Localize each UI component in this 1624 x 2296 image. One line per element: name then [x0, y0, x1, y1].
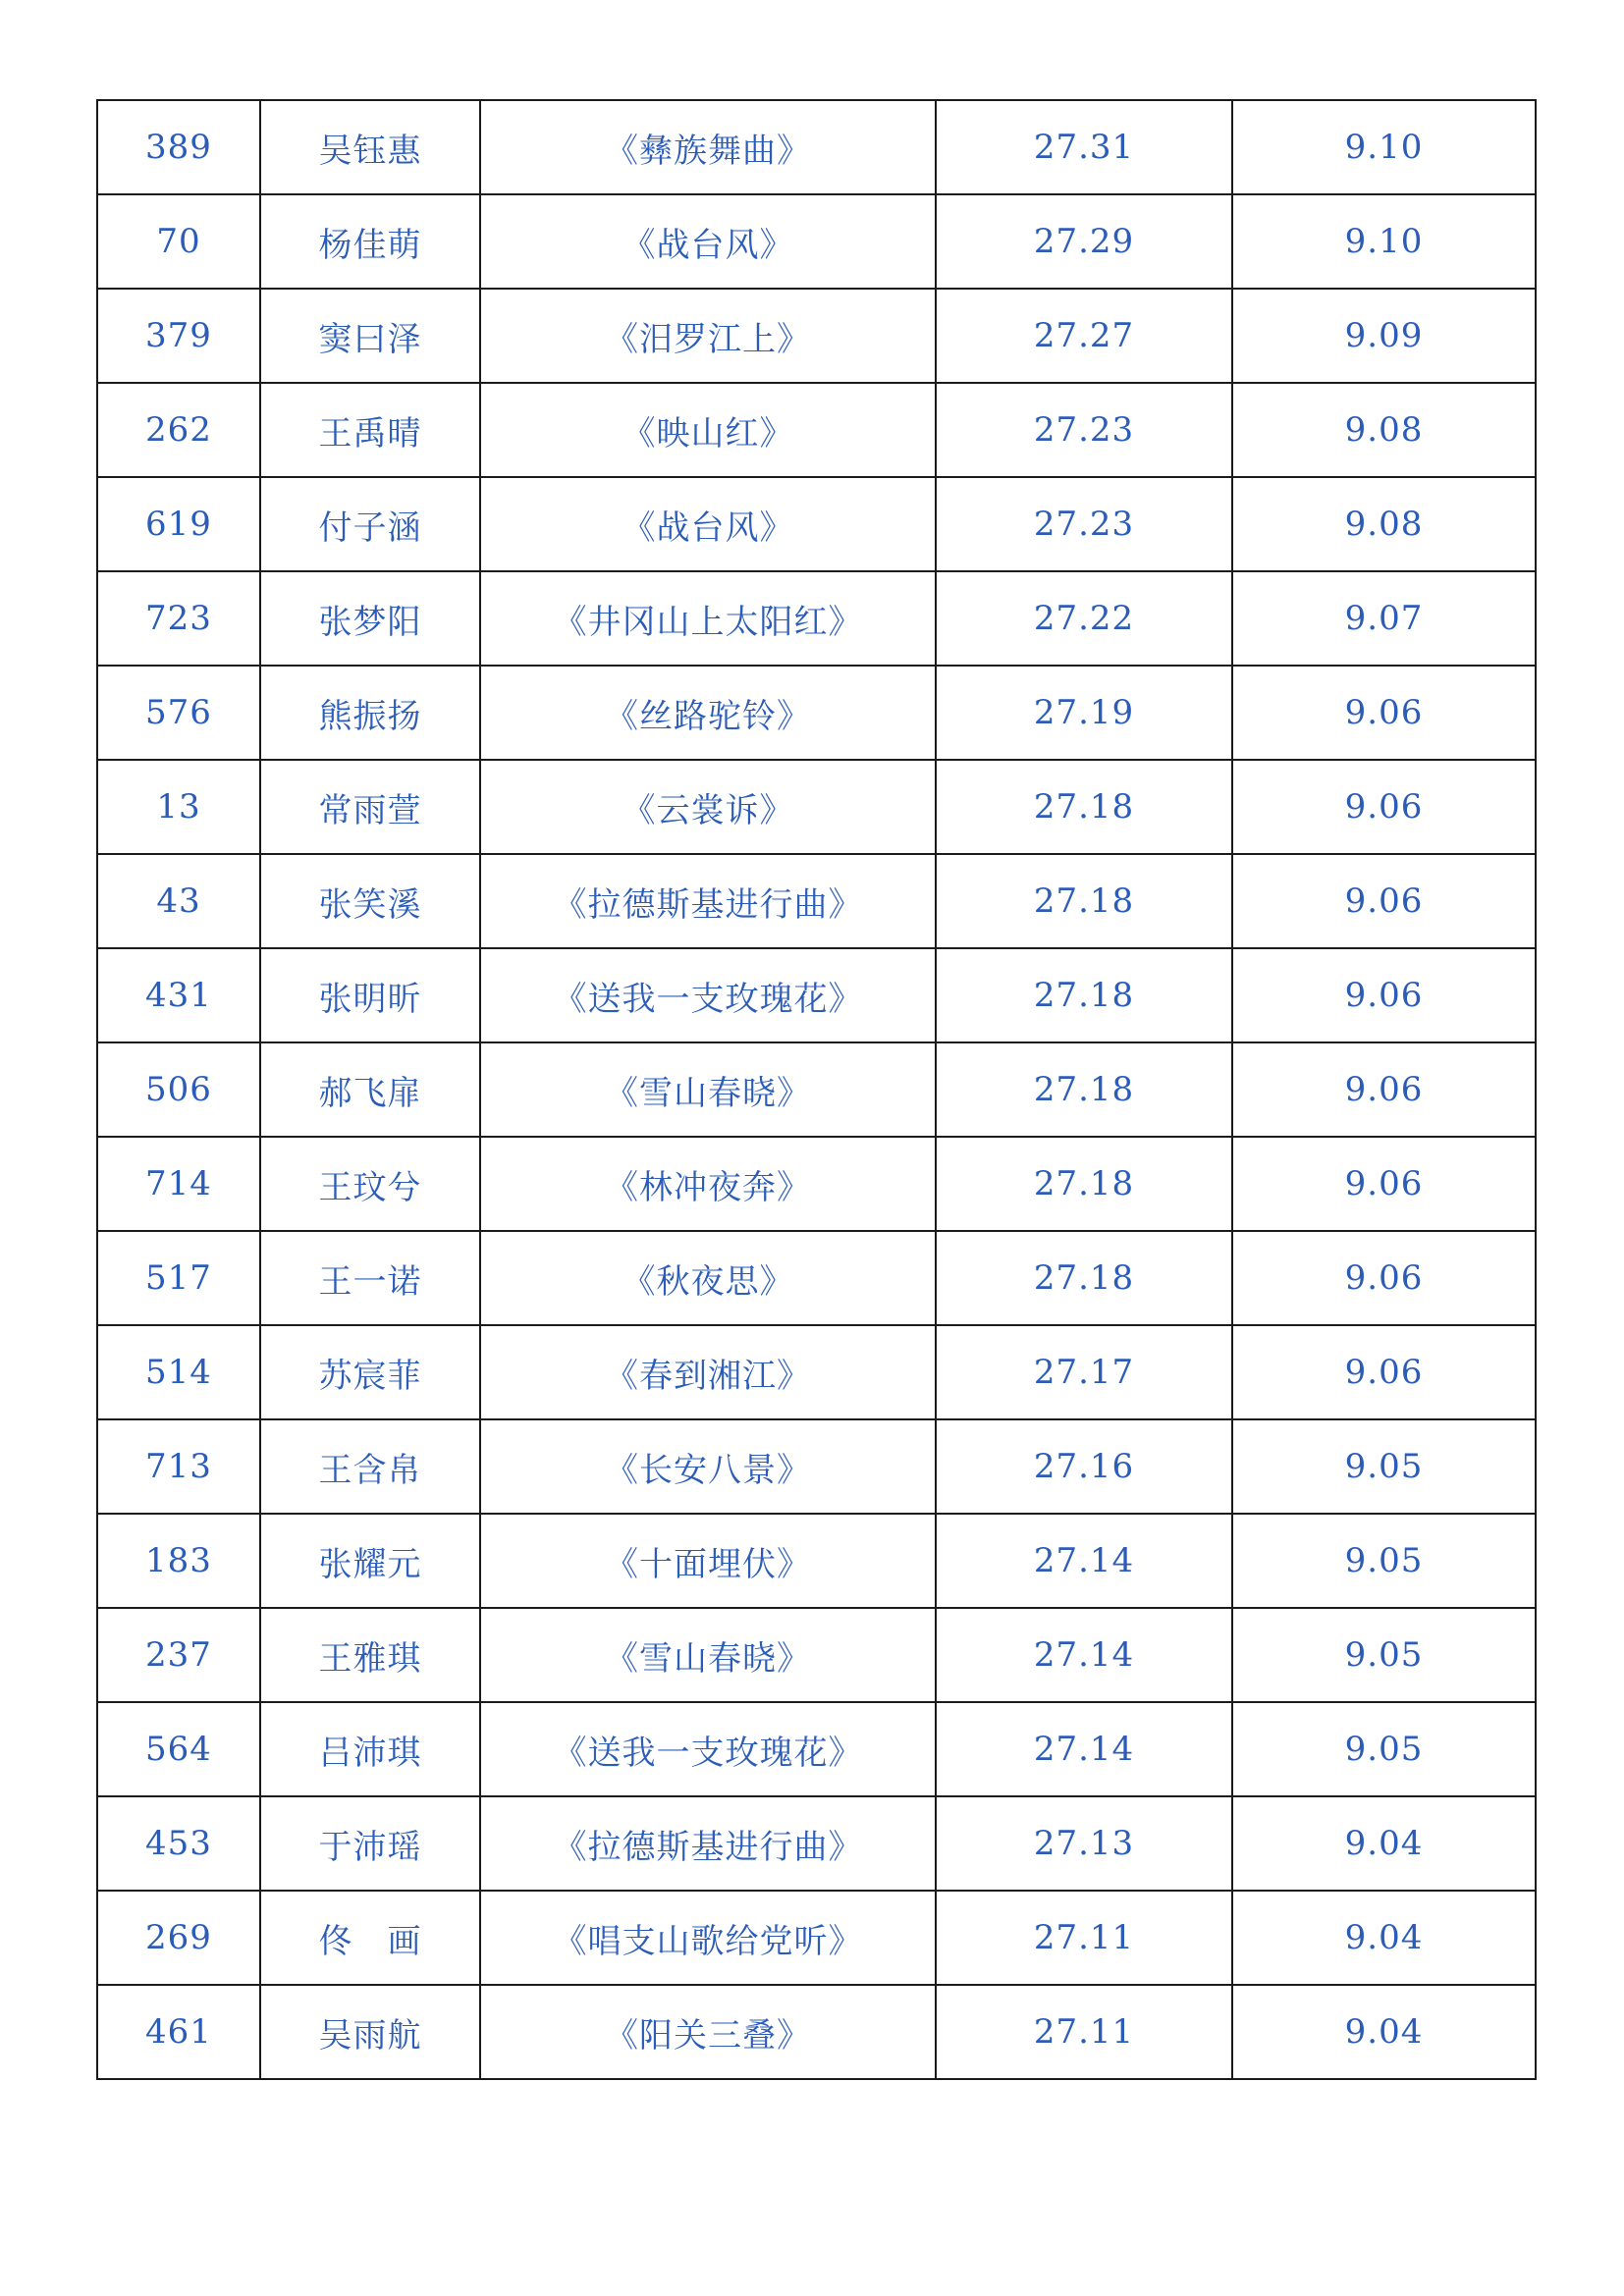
piece-title-cell: 《战台风》 [480, 477, 936, 571]
performer-name-cell: 佟 画 [260, 1891, 480, 1985]
total-score-cell: 27.18 [936, 1231, 1232, 1325]
table-row [97, 1042, 1536, 1137]
performer-name-cell: 吕沛琪 [260, 1702, 480, 1796]
average-score-cell: 9.06 [1232, 948, 1536, 1042]
entry-number-cell: 713 [97, 1419, 260, 1514]
entry-number-cell: 714 [97, 1137, 260, 1231]
piece-title-cell: 《秋夜思》 [480, 1231, 936, 1325]
performer-name-cell: 张耀元 [260, 1514, 480, 1608]
table-row [97, 100, 1536, 194]
entry-number-cell: 723 [97, 571, 260, 666]
table-row [97, 666, 1536, 760]
results-table-body [97, 100, 1536, 2079]
piece-title-cell: 《丝路驼铃》 [480, 666, 936, 760]
performer-name-cell: 吴钰惠 [260, 100, 480, 194]
piece-title-cell: 《拉德斯基进行曲》 [480, 1796, 936, 1891]
total-score-cell: 27.27 [936, 289, 1232, 383]
performer-name-cell: 王雅琪 [260, 1608, 480, 1702]
entry-number-cell: 576 [97, 666, 260, 760]
average-score-cell: 9.04 [1232, 1891, 1536, 1985]
table-row [97, 1891, 1536, 1985]
average-score-cell: 9.05 [1232, 1702, 1536, 1796]
piece-title-cell: 《雪山春晓》 [480, 1042, 936, 1137]
entry-number-cell: 506 [97, 1042, 260, 1137]
piece-title-cell: 《战台风》 [480, 194, 936, 289]
piece-title-cell: 《汨罗江上》 [480, 289, 936, 383]
table-row [97, 1608, 1536, 1702]
piece-title-cell: 《长安八景》 [480, 1419, 936, 1514]
table-row [97, 383, 1536, 477]
total-score-cell: 27.14 [936, 1702, 1232, 1796]
results-table [96, 99, 1537, 2080]
performer-name-cell: 王含帛 [260, 1419, 480, 1514]
performer-name-cell: 王一诺 [260, 1231, 480, 1325]
average-score-cell: 9.10 [1232, 194, 1536, 289]
table-row [97, 1702, 1536, 1796]
piece-title-cell: 《十面埋伏》 [480, 1514, 936, 1608]
piece-title-cell: 《映山红》 [480, 383, 936, 477]
average-score-cell: 9.06 [1232, 666, 1536, 760]
table-row [97, 477, 1536, 571]
performer-name-cell: 张笑溪 [260, 854, 480, 948]
entry-number-cell: 453 [97, 1796, 260, 1891]
performer-name-cell: 杨佳萌 [260, 194, 480, 289]
average-score-cell: 9.06 [1232, 1137, 1536, 1231]
piece-title-cell: 《送我一支玫瑰花》 [480, 948, 936, 1042]
table-row [97, 1419, 1536, 1514]
total-score-cell: 27.11 [936, 1891, 1232, 1985]
table-row [97, 289, 1536, 383]
performer-name-cell: 付子涵 [260, 477, 480, 571]
average-score-cell: 9.06 [1232, 760, 1536, 854]
performer-name-cell: 苏宸菲 [260, 1325, 480, 1419]
total-score-cell: 27.18 [936, 1042, 1232, 1137]
total-score-cell: 27.23 [936, 477, 1232, 571]
total-score-cell: 27.14 [936, 1608, 1232, 1702]
entry-number-cell: 514 [97, 1325, 260, 1419]
total-score-cell: 27.19 [936, 666, 1232, 760]
piece-title-cell: 《彝族舞曲》 [480, 100, 936, 194]
entry-number-cell: 564 [97, 1702, 260, 1796]
entry-number-cell: 269 [97, 1891, 260, 1985]
entry-number-cell: 70 [97, 194, 260, 289]
total-score-cell: 27.22 [936, 571, 1232, 666]
average-score-cell: 9.05 [1232, 1419, 1536, 1514]
entry-number-cell: 461 [97, 1985, 260, 2079]
total-score-cell: 27.11 [936, 1985, 1232, 2079]
table-row [97, 854, 1536, 948]
entry-number-cell: 237 [97, 1608, 260, 1702]
table-row [97, 1514, 1536, 1608]
performer-name-cell: 窦曰泽 [260, 289, 480, 383]
piece-title-cell: 《林冲夜奔》 [480, 1137, 936, 1231]
performer-name-cell: 王禹晴 [260, 383, 480, 477]
performer-name-cell: 熊振扬 [260, 666, 480, 760]
average-score-cell: 9.06 [1232, 1325, 1536, 1419]
average-score-cell: 9.09 [1232, 289, 1536, 383]
table-row [97, 948, 1536, 1042]
performer-name-cell: 王玟兮 [260, 1137, 480, 1231]
table-row [97, 1985, 1536, 2079]
performer-name-cell: 于沛瑶 [260, 1796, 480, 1891]
performer-name-cell: 张明昕 [260, 948, 480, 1042]
entry-number-cell: 43 [97, 854, 260, 948]
average-score-cell: 9.06 [1232, 1231, 1536, 1325]
average-score-cell: 9.06 [1232, 1042, 1536, 1137]
entry-number-cell: 431 [97, 948, 260, 1042]
piece-title-cell: 《送我一支玫瑰花》 [480, 1702, 936, 1796]
entry-number-cell: 262 [97, 383, 260, 477]
average-score-cell: 9.07 [1232, 571, 1536, 666]
table-row [97, 1325, 1536, 1419]
entry-number-cell: 619 [97, 477, 260, 571]
piece-title-cell: 《唱支山歌给党听》 [480, 1891, 936, 1985]
total-score-cell: 27.31 [936, 100, 1232, 194]
average-score-cell: 9.05 [1232, 1514, 1536, 1608]
table-row [97, 194, 1536, 289]
total-score-cell: 27.13 [936, 1796, 1232, 1891]
entry-number-cell: 389 [97, 100, 260, 194]
average-score-cell: 9.04 [1232, 1796, 1536, 1891]
average-score-cell: 9.08 [1232, 477, 1536, 571]
table-row [97, 1796, 1536, 1891]
piece-title-cell: 《拉德斯基进行曲》 [480, 854, 936, 948]
piece-title-cell: 《阳关三叠》 [480, 1985, 936, 2079]
total-score-cell: 27.23 [936, 383, 1232, 477]
performer-name-cell: 郝飞扉 [260, 1042, 480, 1137]
total-score-cell: 27.18 [936, 948, 1232, 1042]
performer-name-cell: 张梦阳 [260, 571, 480, 666]
piece-title-cell: 《雪山春晓》 [480, 1608, 936, 1702]
piece-title-cell: 《春到湘江》 [480, 1325, 936, 1419]
total-score-cell: 27.14 [936, 1514, 1232, 1608]
piece-title-cell: 《井冈山上太阳红》 [480, 571, 936, 666]
total-score-cell: 27.16 [936, 1419, 1232, 1514]
average-score-cell: 9.06 [1232, 854, 1536, 948]
table-row [97, 1231, 1536, 1325]
total-score-cell: 27.18 [936, 1137, 1232, 1231]
average-score-cell: 9.05 [1232, 1608, 1536, 1702]
table-row [97, 571, 1536, 666]
table-row [97, 1137, 1536, 1231]
performer-name-cell: 常雨萱 [260, 760, 480, 854]
table-row [97, 760, 1536, 854]
entry-number-cell: 517 [97, 1231, 260, 1325]
total-score-cell: 27.18 [936, 854, 1232, 948]
average-score-cell: 9.10 [1232, 100, 1536, 194]
entry-number-cell: 13 [97, 760, 260, 854]
average-score-cell: 9.04 [1232, 1985, 1536, 2079]
average-score-cell: 9.08 [1232, 383, 1536, 477]
total-score-cell: 27.29 [936, 194, 1232, 289]
total-score-cell: 27.18 [936, 760, 1232, 854]
entry-number-cell: 183 [97, 1514, 260, 1608]
piece-title-cell: 《云裳诉》 [480, 760, 936, 854]
performer-name-cell: 吴雨航 [260, 1985, 480, 2079]
entry-number-cell: 379 [97, 289, 260, 383]
total-score-cell: 27.17 [936, 1325, 1232, 1419]
